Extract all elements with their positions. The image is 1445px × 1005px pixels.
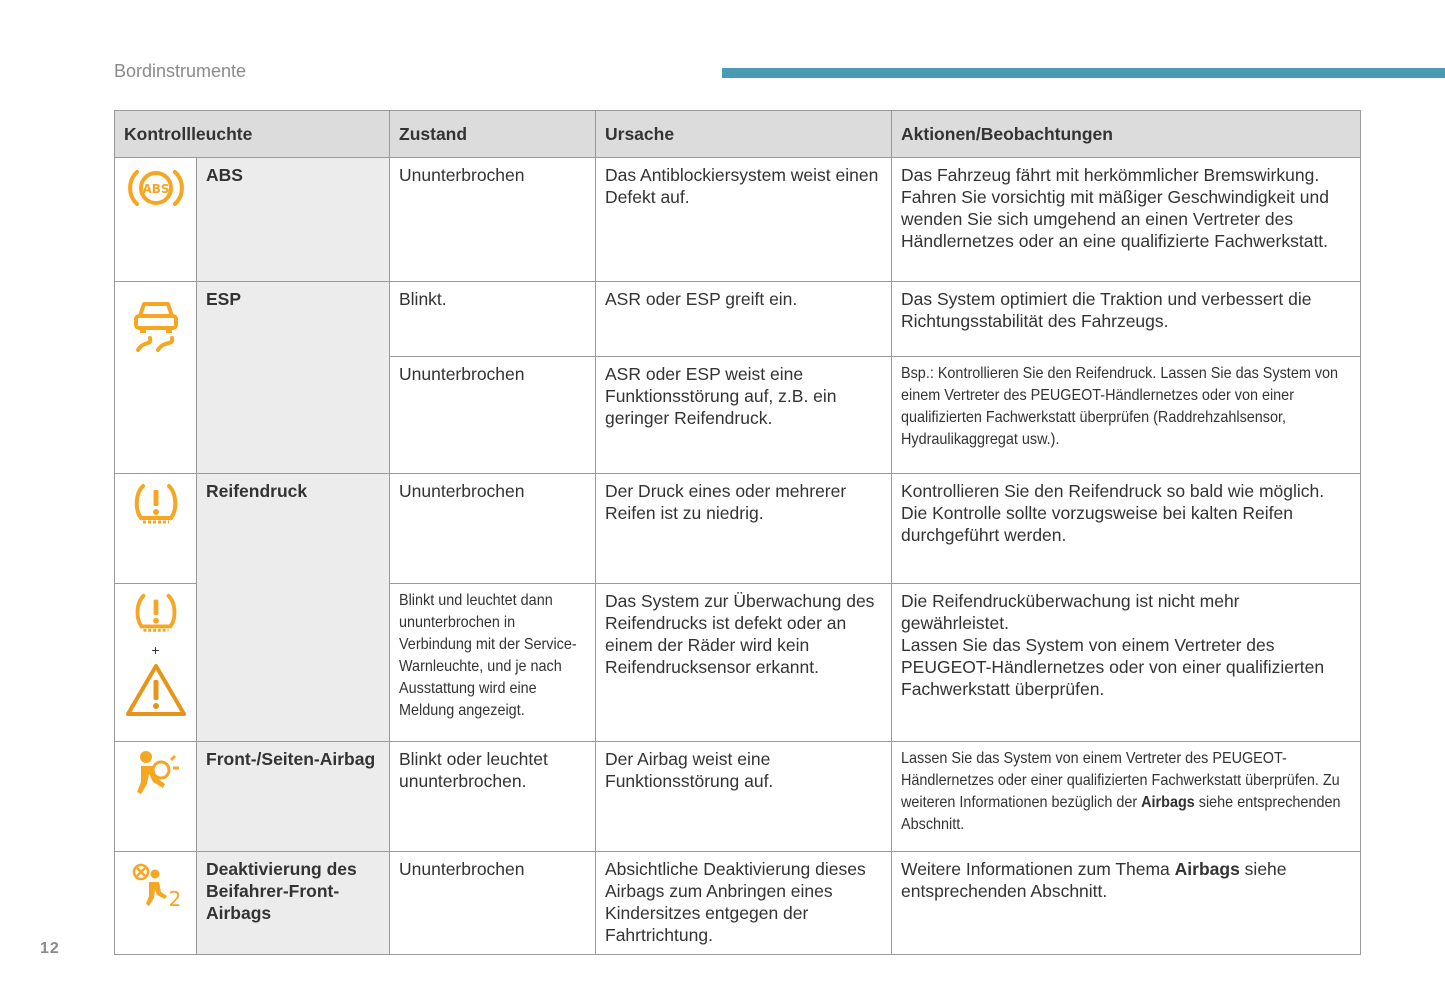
- abs-cause: Das Antiblockiersystem weist einen Defekt auf.: [596, 158, 892, 282]
- abs-warning-icon: [125, 164, 187, 212]
- abs-state: Ununterbrochen: [390, 158, 596, 282]
- abs-name: ABS: [197, 158, 390, 282]
- deact-icon-cell: [115, 852, 197, 955]
- tire-name: Reifendruck: [197, 474, 390, 742]
- tire-action-2: [892, 584, 1361, 742]
- deact-name: Deaktivierung des Beifahrer-Front-Airbags: [197, 852, 390, 955]
- tire-state-2-text: Blinkt und leuchtet dann ununterbrochen in Verbindung mit der Service-Warnleuchte, und je nach Ausstattung wird eine Meldung angezeigt.: [399, 592, 577, 719]
- deact-cause: Absichtliche Deaktivierung dieses Airbags zum Anbringen eines Kindersitzes entgegen der Fahrtrichtung.: [596, 852, 892, 955]
- header-state: Zustand: [390, 111, 596, 158]
- header-cause: Ursache: [596, 111, 892, 158]
- warning-lights-table: [114, 110, 1361, 955]
- tire-pressure-icon: [131, 590, 181, 638]
- tire-icon-cell: [115, 474, 197, 584]
- header-warning-light: Kontrollleuchte: [115, 111, 390, 158]
- abs-icon-cell: [115, 158, 197, 282]
- tire-state-2: [390, 584, 596, 742]
- header-actions: Aktionen/Beobachtungen: [892, 111, 1361, 158]
- table-header-row: [115, 111, 1361, 158]
- tire-state-1: Ununterbrochen: [390, 474, 596, 584]
- tire-cause-2: Das System zur Überwachung des Reifendrucks ist defekt oder an einem der Räder wird kein Reifendrucksensor erkannt.: [596, 584, 892, 742]
- section-title: Bordinstrumente: [114, 61, 247, 81]
- plus-sign: +: [151, 642, 160, 658]
- esp-icon-cell: [115, 282, 197, 474]
- table-row-airbag-deactivation: [115, 852, 1361, 955]
- esp-cause-2: ASR oder ESP weist eine Funktionsstörung auf, z.B. ein geringer Reifendruck.: [596, 357, 892, 474]
- header-accent-bar: [722, 68, 1445, 78]
- passenger-airbag-off-icon: [129, 862, 183, 910]
- esp-skid-icon: [130, 296, 182, 354]
- tire-action-2-line2: Lassen Sie das System von einem Vertreter des PEUGEOT-Händlernetzes oder von einer qualifizierten Fachwerkstatt überprüfen.: [901, 635, 1325, 699]
- table-row-airbag: [115, 742, 1361, 852]
- service-warning-triangle-icon: [124, 662, 188, 718]
- esp-action-1: Das System optimiert die Traktion und verbessert die Richtungsstabilität des Fahrzeugs.: [892, 282, 1361, 357]
- svg-text:2: 2: [168, 887, 181, 910]
- esp-cause-1: ASR oder ESP greift ein.: [596, 282, 892, 357]
- svg-text:ABS: ABS: [141, 182, 170, 196]
- airbag-action-text: Lassen Sie das System von einem Vertreter des PEUGEOT-Händlernetzes oder einer qualifizierten Fachwerkstatt überprüfen. Zu weiteren Informationen bezüglich der Airbags siehe entsprechenden Abschnitt.: [901, 750, 1341, 833]
- tire-action-1: Kontrollieren Sie den Reifendruck so bald wie möglich. Die Kontrolle sollte vorzugsweise bei kalten Reifen durchgeführt werden.: [892, 474, 1361, 584]
- abs-action: Das Fahrzeug fährt mit herkömmlicher Bremswirkung. Fahren Sie vorsichtig mit mäßiger Geschwindigkeit und wenden Sie sich umgehend an einen Vertreter des Händlernetzes oder an eine qualifizierte Fachwerkstatt.: [892, 158, 1361, 282]
- table-row-esp-1: [115, 282, 1361, 357]
- airbag-cause: Der Airbag weist eine Funktionsstörung auf.: [596, 742, 892, 852]
- esp-name: ESP: [197, 282, 390, 474]
- airbag-icon-cell: [115, 742, 197, 852]
- esp-state-2: Ununterbrochen: [390, 357, 596, 474]
- airbag-state: Blinkt oder leuchtet ununterbrochen.: [390, 742, 596, 852]
- esp-action-2-text: Bsp.: Kontrollieren Sie den Reifendruck. Lassen Sie das System von einem Vertreter des PEUGEOT-Händlernetzes oder von einer qualifizierten Fachwerkstatt überprüfen (Raddrehzahlsensor, Hydraulikaggregat usw.).: [901, 365, 1339, 448]
- tire-service-icon-cell: [115, 584, 197, 742]
- airbag-icon: [131, 748, 181, 798]
- tire-cause-1: Der Druck eines oder mehrerer Reifen ist zu niedrig.: [596, 474, 892, 584]
- airbag-action: [892, 742, 1361, 852]
- page-number: 12: [40, 940, 60, 957]
- tire-action-2-line1: Die Reifendrucküberwachung ist nicht mehr gewährleistet.: [901, 591, 1240, 633]
- tire-pressure-icon: [131, 480, 181, 530]
- table-row-tire-1: [115, 474, 1361, 584]
- deact-action: Weitere Informationen zum Thema Airbags siehe entsprechenden Abschnitt.: [892, 852, 1361, 955]
- deact-state: Ununterbrochen: [390, 852, 596, 955]
- table-row-abs: [115, 158, 1361, 282]
- airbag-name: Front-/Seiten-Airbag: [197, 742, 390, 852]
- esp-state-1: Blinkt.: [390, 282, 596, 357]
- esp-action-2: [892, 357, 1361, 474]
